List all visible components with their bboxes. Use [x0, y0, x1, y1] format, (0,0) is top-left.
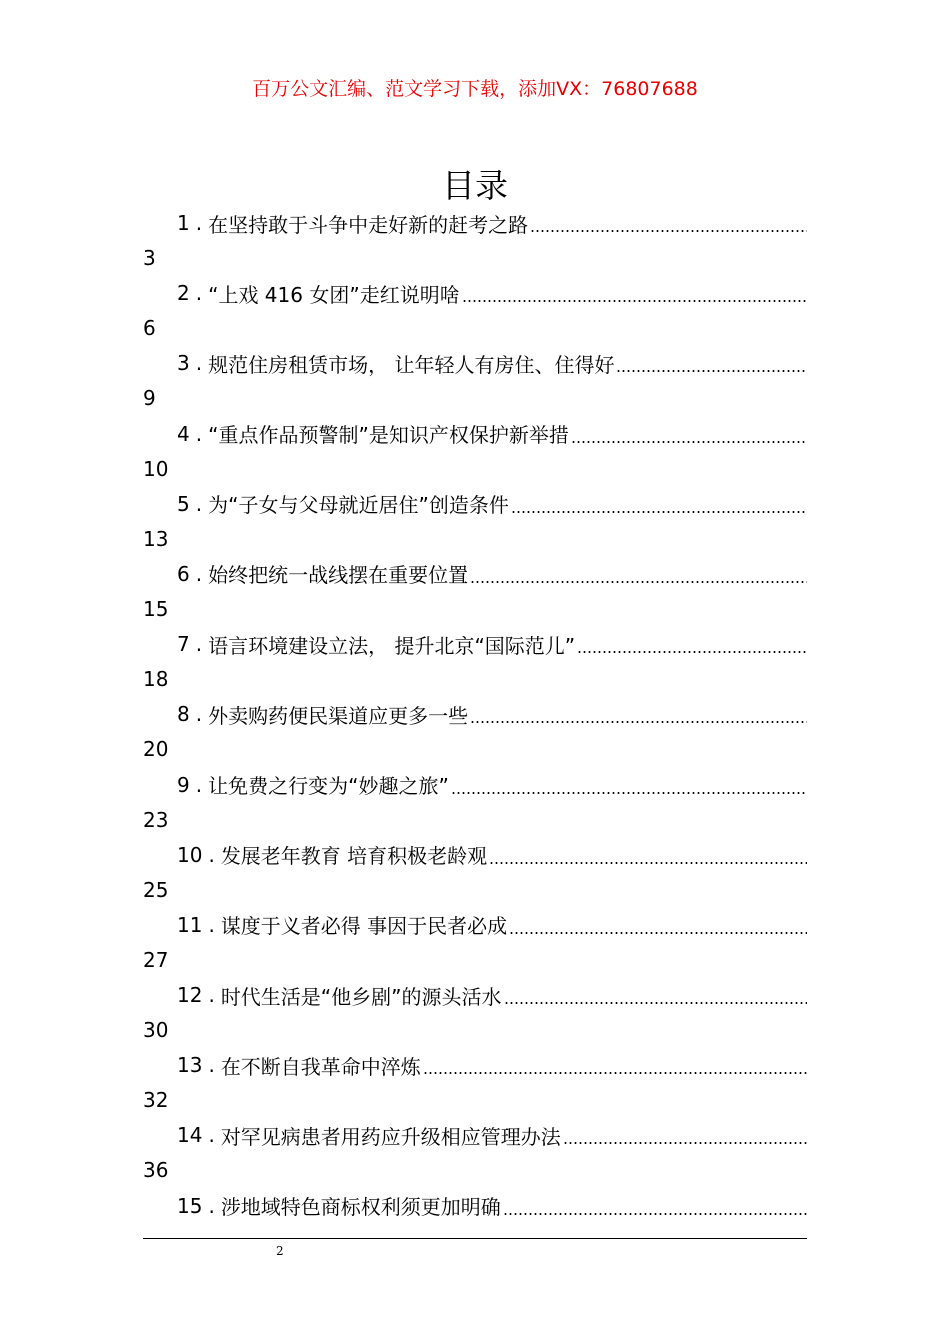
toc-entry[interactable] [143, 1188, 815, 1258]
toc-entry[interactable] [143, 556, 815, 626]
toc-entry-number: 5 [177, 491, 190, 516]
toc-entry[interactable] [143, 486, 815, 556]
toc-entry[interactable] [143, 416, 815, 486]
toc-entry-separator: . [208, 842, 215, 867]
toc-entry-page: 25 [143, 877, 169, 902]
toc-entry-separator: . [195, 351, 203, 376]
toc-entry-separator: . [208, 912, 215, 937]
toc-entry-number: 10 [177, 842, 203, 867]
toc-entry-title: 时代生活是“他乡剧”的源头活水 [220, 984, 502, 1009]
toc-entry-separator: . [195, 211, 203, 235]
toc-entry-number: 3 [177, 351, 190, 376]
toc-entry-page: 13 [143, 526, 169, 551]
toc-entry-page: 6 [143, 316, 156, 341]
toc-leader-dots [470, 564, 807, 584]
toc-entry-line [177, 1117, 807, 1153]
toc-entry-number: 8 [177, 702, 190, 727]
toc-entry[interactable] [143, 1117, 815, 1187]
toc-entry-number: 11 [177, 912, 203, 937]
toc-entry-number: 13 [177, 1053, 203, 1078]
toc-entry-title: 对罕见病患者用药应升级相应管理办法 [220, 1124, 561, 1149]
toc-leader-dots [504, 985, 807, 1005]
toc-entry-title: “重点作品预警制”是知识产权保护新举措 [208, 423, 569, 448]
toc-entry-title: 在不断自我革命中淬炼 [220, 1054, 421, 1079]
toc-entry-separator: . [195, 772, 203, 797]
toc-entry[interactable] [143, 907, 815, 977]
toc-entry-page: 27 [143, 947, 169, 972]
toc-entry-title: 在坚持敢于斗争中走好新的赶考之路 [208, 212, 529, 237]
toc-entry[interactable] [143, 696, 815, 766]
toc-entry-line [177, 275, 807, 311]
toc-entry-line [177, 626, 807, 662]
toc-entry-number: 2 [177, 281, 190, 306]
toc-entry-page: 23 [143, 807, 169, 832]
toc-entry[interactable] [143, 837, 815, 907]
toc-leader-dots [509, 915, 807, 935]
toc-entry-number: 12 [177, 983, 203, 1008]
toc-entry-separator: . [195, 491, 203, 516]
toc-entry-number: 7 [177, 632, 190, 657]
toc-entry-number: 6 [177, 561, 190, 586]
toc-leader-dots [470, 704, 807, 724]
toc-entry-separator: . [208, 1193, 215, 1218]
toc-entry-page: 18 [143, 667, 169, 692]
toc-entry-separator: . [208, 1053, 215, 1078]
toc-entry-page: 15 [143, 596, 169, 621]
toc-entry-line [177, 345, 807, 381]
toc-entry-title: 谋度于义者必得 事因于民者必成 [220, 914, 508, 939]
toc-entry-separator: . [208, 983, 215, 1008]
toc-entry-page: 3 [143, 246, 156, 270]
toc-entry-title: 规范住房租赁市场， 让年轻人有房住、住得好 [208, 352, 615, 377]
toc-entry-separator: . [208, 1123, 215, 1148]
toc-entry[interactable] [143, 1047, 815, 1117]
toc-entry-number: 1 [177, 211, 190, 235]
watermark-header-note: 百万公文汇编、范文学习下载，添加VX：76807688 [252, 78, 698, 100]
toc-entry[interactable] [143, 977, 815, 1047]
toc-entry-title: 涉地域特色商标权利须更加明确 [220, 1195, 501, 1220]
toc-leader-dots [503, 1196, 807, 1216]
toc-entry[interactable] [143, 767, 815, 837]
toc-leader-dots [451, 775, 807, 795]
toc-entry-page: 20 [143, 737, 169, 762]
toc-leader-dots [511, 494, 807, 514]
toc-entry-separator: . [195, 632, 203, 657]
toc-entry-line [177, 1047, 807, 1083]
toc-entry-line [177, 696, 807, 732]
footer-divider [143, 1238, 807, 1239]
toc-leader-dots [489, 845, 807, 865]
toc-list [143, 205, 815, 1258]
toc-entry-number: 4 [177, 421, 190, 446]
toc-entry[interactable] [143, 345, 815, 415]
toc-entry-title: 为“子女与父母就近居住”创造条件 [208, 493, 509, 518]
toc-entry-separator: . [195, 281, 203, 306]
toc-entry-line [177, 767, 807, 803]
toc-entry-page: 30 [143, 1018, 169, 1043]
toc-title: 目录 [442, 166, 508, 206]
toc-entry-page: 36 [143, 1158, 169, 1183]
toc-leader-dots [571, 424, 807, 444]
toc-entry-title: “上戏 416 女团”走红说明啥 [208, 282, 460, 307]
toc-leader-dots [423, 1055, 807, 1075]
toc-entry[interactable] [143, 626, 815, 696]
toc-entry-title: 让免费之行变为“妙趣之旅” [208, 774, 449, 798]
toc-entry-number: 14 [177, 1123, 203, 1148]
toc-leader-dots [462, 283, 807, 303]
toc-entry-line [177, 977, 807, 1013]
toc-entry-page: 32 [143, 1088, 169, 1113]
toc-entry-line [177, 416, 807, 452]
toc-entry-title: 始终把统一战线摆在重要位置 [208, 563, 469, 588]
toc-entry-line [177, 556, 807, 592]
toc-entry-line [177, 907, 807, 943]
toc-entry-separator: . [195, 702, 203, 727]
toc-entry-line [177, 1188, 807, 1224]
toc-entry-title: 语言环境建设立法， 提升北京“国际范儿” [208, 633, 576, 658]
toc-leader-dots [563, 1125, 807, 1145]
toc-entry-number: 9 [177, 772, 190, 797]
toc-entry-title: 发展老年教育 培育积极老龄观 [220, 844, 488, 869]
toc-entry-page: 9 [143, 386, 156, 411]
toc-entry-separator: . [195, 421, 203, 446]
toc-entry-line [177, 205, 807, 241]
toc-entry-title: 外卖购药便民渠道应更多一些 [208, 703, 469, 728]
toc-leader-dots [577, 634, 807, 654]
toc-entry[interactable] [143, 205, 815, 275]
toc-entry-separator: . [195, 561, 203, 586]
toc-entry-line [177, 837, 807, 873]
page-number: 2 [276, 1244, 284, 1258]
toc-entry-page: 10 [143, 456, 169, 481]
toc-entry[interactable] [143, 275, 815, 345]
toc-leader-dots [530, 213, 807, 233]
toc-leader-dots [616, 353, 807, 373]
toc-entry-number: 15 [177, 1193, 203, 1218]
toc-entry-line [177, 486, 807, 522]
